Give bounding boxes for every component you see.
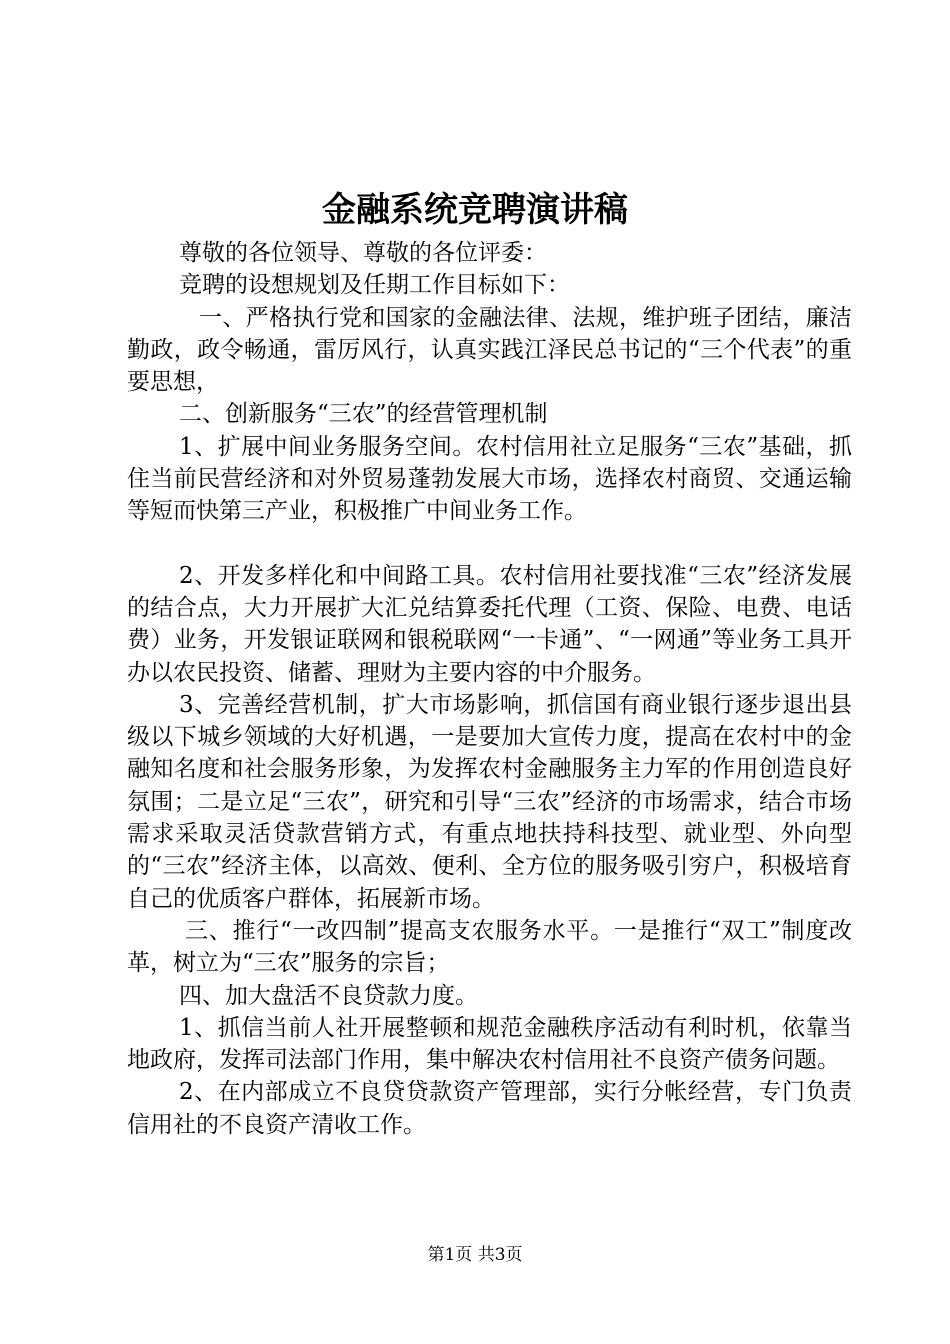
document-title: 金融系统竞聘演讲稿 xyxy=(322,190,628,230)
section-three-paragraph: 三、推行“一改四制”提高支农服务水平。一是推行“双工”制度改革，树立为“三农”服务的宗旨； xyxy=(127,917,852,977)
salutation-paragraph: 尊敬的各位领导、尊敬的各位评委： xyxy=(179,240,547,266)
section-four-item-1: 1、抓信当前人社开展整顿和规范金融秩序活动有利时机，依靠当地政府，发挥司法部门作用，集中解决农村信用社不良资产债务问题。 xyxy=(127,1014,852,1074)
section-four-heading: 四、加大盘活不良贷款力度。 xyxy=(179,982,478,1009)
page-indicator: 第1页 共3页 xyxy=(427,1245,523,1265)
section-two-item-2: 2、开发多样化和中间路工具。农村信用社要找准“三农”经济发展的结合点，大力开展扩大汇兑结算委托代理（工资、保险、电费、电话费）业务，开发银证联网和银税联网“一卡通”、“一网通”等业务工具开办以农民投资、储蓄、理财为主要内容的中介服务。 xyxy=(127,562,852,686)
intro-paragraph: 竞聘的设想规划及任期工作目标如下： xyxy=(179,272,570,299)
section-one-paragraph: 一、严格执行党和国家的金融法律、法规，维护班子团结，廉洁勤政，政令畅通，雷厉风行，认真实践江泽民总书记的“三个代表”的重要思想， xyxy=(127,304,852,396)
section-two-item-1: 1、扩展中间业务服务空间。农村信用社立足服务“三农”基础，抓住当前民营经济和对外贸易蓬勃发展大市场，选择农村商贸、交通运输等短而快第三产业，积极推广中间业务工作。 xyxy=(127,433,852,525)
document-body xyxy=(127,237,852,1141)
section-two-item-3: 3、完善经营机制，扩大市场影响，抓信国有商业银行逐步退出县级以下城乡领域的大好机遇，一是要加大宣传力度，提高在农村中的金融知名度和社会服务形象，为发挥农村金融服务主力军的作用创造良好氛围；二是立足“三农”，研究和引导“三农”经济的市场需求，结合市场需求采取灵活贷款营销方式，有重点地扶持科技型、就业型、外向型的“三农”经济主体，以高效、便利、全方位的服务吸引穷户，积极培育自己的优质客户群体，拓展新市场。 xyxy=(127,691,852,912)
section-two-heading: 二、创新服务“三农”的经营管理机制 xyxy=(179,401,548,428)
section-four-item-2: 2、在内部成立不良贷贷款资产管理部，实行分帐经营，专门负责信用社的不良资产清收工作。 xyxy=(127,1079,852,1138)
